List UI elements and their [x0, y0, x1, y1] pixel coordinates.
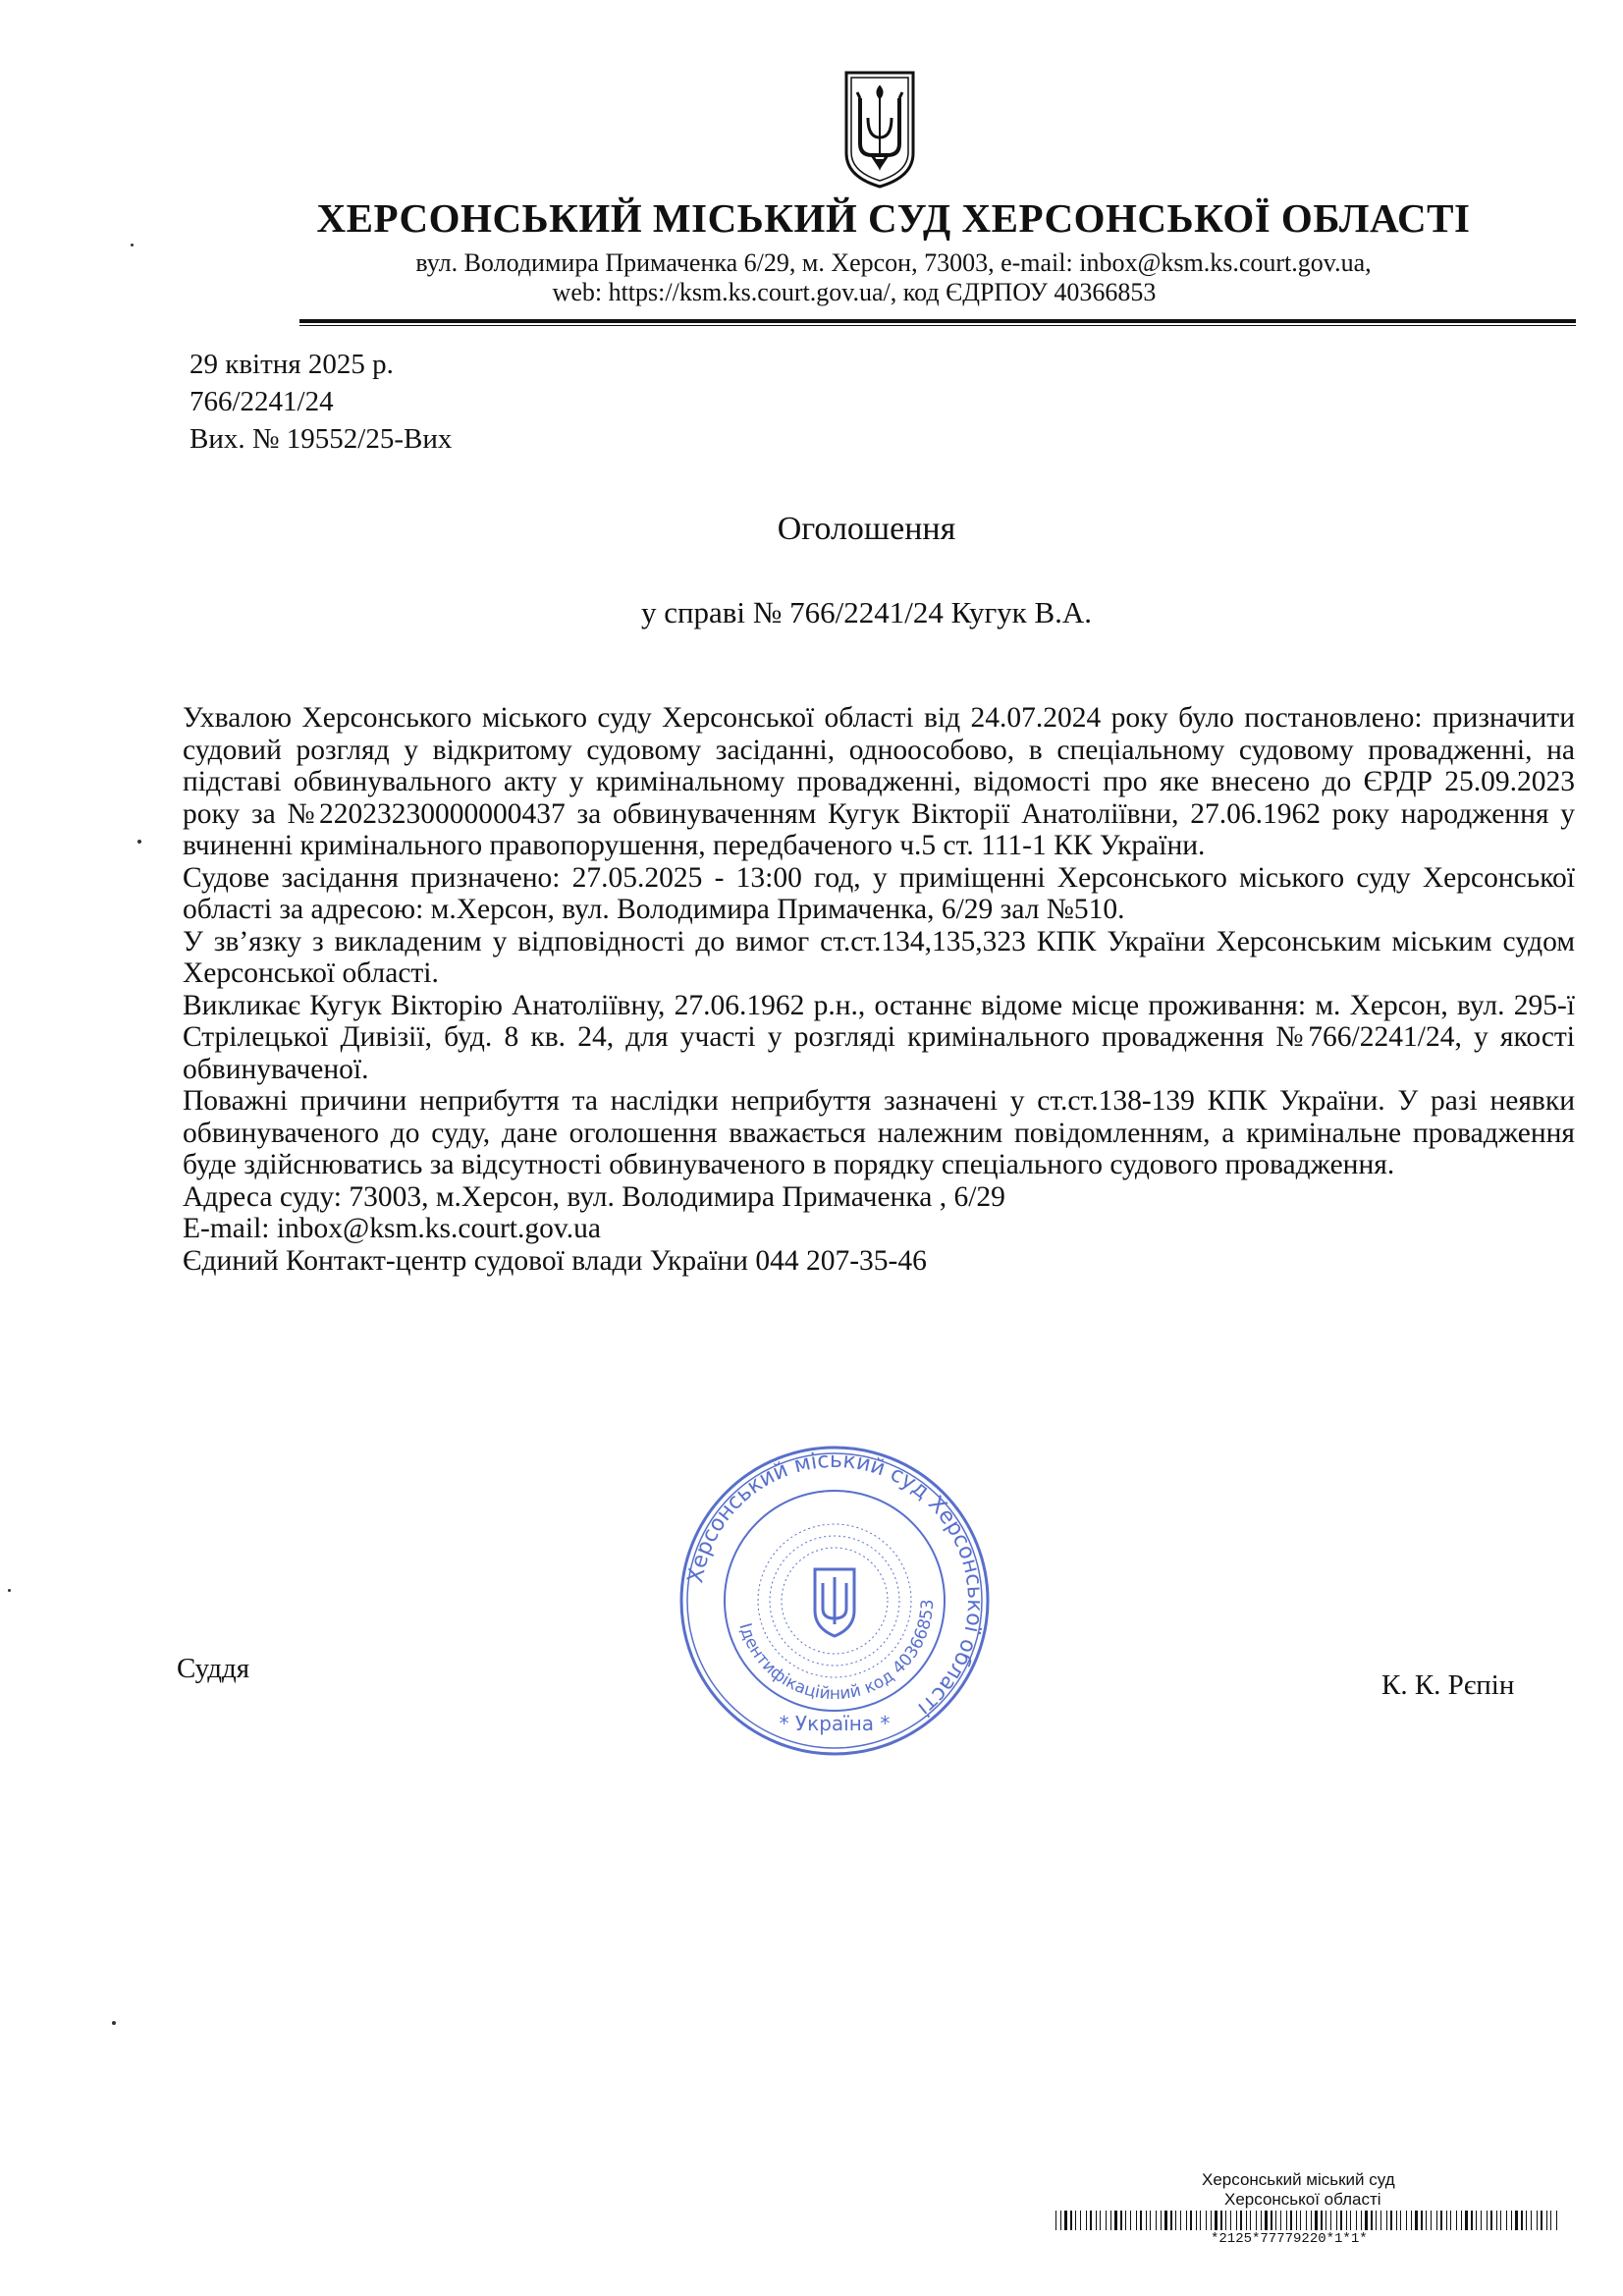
barcode-bar — [1240, 2211, 1242, 2230]
barcode-bar — [1350, 2211, 1351, 2230]
barcode-bar — [1275, 2211, 1276, 2230]
barcode-bar — [1526, 2211, 1527, 2230]
barcode-bar — [1531, 2211, 1532, 2230]
barcode-bar — [1120, 2211, 1122, 2230]
scan-speck — [112, 2021, 116, 2025]
document-subtitle: у справі № 766/2241/24 Кугук В.А. — [640, 595, 1093, 629]
barcode-bar — [1396, 2211, 1397, 2230]
document-date: 29 квітня 2025 р. — [189, 349, 394, 380]
seal-inner-text: Ідентифікаційний код 40366853 — [734, 1599, 939, 1705]
barcode-bar — [1311, 2211, 1312, 2230]
barcode-bar — [1156, 2211, 1157, 2230]
barcode-bar — [1415, 2211, 1418, 2230]
barcode-bar — [1090, 2211, 1092, 2230]
tryzub-coat-of-arms-icon — [842, 69, 917, 191]
barcode-bar — [1521, 2211, 1523, 2230]
barcode-bar — [1440, 2211, 1442, 2230]
case-number: 766/2241/24 — [189, 386, 334, 417]
barcode-text: *2125*77779220*1*1* — [1211, 2231, 1368, 2247]
contact-center: Єдиний Контакт-центр судової влади України 044 207-35-46 — [183, 1244, 927, 1277]
barcode-bar — [1330, 2211, 1331, 2230]
barcode-bar — [1406, 2211, 1407, 2230]
barcode-bar — [1180, 2211, 1181, 2230]
barcode-bar — [1256, 2211, 1257, 2230]
barcode-bar — [1070, 2211, 1072, 2230]
legal-basis-paragraph: У зв’язку з викладеним у відповідності до вимог ст.ст.134,135,323 КПК України Херсонським міським судом Херсонської області. — [183, 925, 1575, 989]
consequences-paragraph: Поважні причини неприбуття та наслідки неприбуття зазначені у ст.ст.138-139 КПК України. У разі неявки обвинуваченого до суду, дане оголошення вважається належним повідомленням, а кримінальне провадження буде здійснюватись за відсутності обвинуваченого в порядку спеціального судового провадження. — [183, 1085, 1575, 1180]
court-web-line: web: https://ksm.ks.court.gov.ua/, код ЄДРПОУ 40366853 — [552, 278, 1157, 306]
barcode-bar — [1271, 2211, 1272, 2230]
barcode-bar — [1246, 2211, 1247, 2230]
court-address: Адреса суду: 73003, м.Херсон, вул. Володимира Примаченка , 6/29 — [183, 1180, 1005, 1213]
barcode-bar — [1487, 2211, 1488, 2230]
barcode-bar — [1450, 2211, 1451, 2230]
barcode-bar — [1261, 2211, 1262, 2230]
barcode-bar — [1461, 2211, 1462, 2230]
barcode-bar — [1300, 2211, 1301, 2230]
barcode-bar — [1541, 2211, 1542, 2230]
barcode-bar — [1490, 2211, 1492, 2230]
barcode-bar — [1096, 2211, 1097, 2230]
barcode-bar — [1390, 2211, 1392, 2230]
barcode-bar — [1140, 2211, 1142, 2230]
svg-text:Ідентифікаційний код 40366853 — [734, 1599, 938, 1704]
barcode-bar — [1386, 2211, 1387, 2230]
barcode-bar — [1086, 2211, 1087, 2230]
barcode-bar — [1286, 2211, 1287, 2230]
barcode-bar — [1250, 2211, 1251, 2230]
barcode-bar — [1100, 2211, 1101, 2230]
barcode-bar — [1481, 2211, 1482, 2230]
barcode-bar — [1340, 2211, 1342, 2230]
barcode-bar — [1125, 2211, 1126, 2230]
barcode-bar — [1411, 2211, 1412, 2230]
barcode-bar — [1060, 2211, 1061, 2230]
seal-bottom-text: * Україна * — [779, 1712, 891, 1735]
barcode-bar — [1371, 2211, 1373, 2230]
barcode-bar — [1064, 2211, 1067, 2230]
outgoing-number: Вих. № 19552/25-Вих — [189, 423, 453, 455]
ruling-paragraph: Ухвалою Херсонського міського суду Херсонської області від 24.07.2024 року було постановлено: призначити судовий розгляд у відкритому судовому засіданні, одноособово, в спеціальному судовому провадженні, на підставі обвинувального акту у кримінальному провадженні, відомості про яке внесено до ЄРДР 25.09.2023 року за №22023230000000437 за обвинуваченням Кугук Вікторії Анатоліївни, 27.06.1962 року народження у вчиненні кримінального правопорушення, передбаченого ч.5 ст. 111-1 КК України. — [183, 702, 1575, 861]
barcode-bar — [1075, 2211, 1076, 2230]
barcode-icon — [1055, 2211, 1561, 2230]
barcode-bar — [1130, 2211, 1131, 2230]
court-seal-stamp-icon — [677, 1444, 992, 1758]
barcode-bar — [1114, 2211, 1117, 2230]
seal-outer-text: Херсонський міський суд Херсонської області — [683, 1448, 988, 1722]
barcode-bar — [1170, 2211, 1172, 2230]
barcode-bar — [1546, 2211, 1547, 2230]
barcode-bar — [1200, 2211, 1201, 2230]
barcode-bar — [1225, 2211, 1226, 2230]
announcement-body — [183, 702, 1575, 1277]
barcode-bar — [1161, 2211, 1162, 2230]
barcode-bar — [1376, 2211, 1377, 2230]
scan-speck — [8, 1589, 11, 1592]
barcode-bar — [1500, 2211, 1501, 2230]
barcode-bar — [1110, 2211, 1111, 2230]
barcode-bar — [1496, 2211, 1497, 2230]
judge-role-label: Суддя — [177, 1653, 250, 1684]
barcode-bar — [1365, 2211, 1368, 2230]
barcode-bar — [1306, 2211, 1307, 2230]
barcode-bar — [1446, 2211, 1447, 2230]
scan-speck — [131, 244, 134, 246]
barcode-bar — [1556, 2211, 1557, 2230]
barcode-bar — [1164, 2211, 1167, 2230]
letterhead-divider-thin — [299, 325, 1576, 326]
letterhead-divider — [299, 319, 1576, 323]
court-address-line: вул. Володимира Примаченка 6/29, м. Херсон, 73003, e-mail: inbox@ksm.ks.court.gov.ua, — [415, 248, 1372, 277]
barcode-bar — [1380, 2211, 1381, 2230]
barcode-bar — [1206, 2211, 1207, 2230]
barcode-bar — [1426, 2211, 1427, 2230]
barcode-bar — [1511, 2211, 1512, 2230]
barcode-bar — [1325, 2211, 1326, 2230]
barcode-bar — [1476, 2211, 1477, 2230]
barcode-bar — [1230, 2211, 1231, 2230]
barcode-bar — [1055, 2211, 1056, 2230]
court-name: ХЕРСОНСЬКИЙ МІСЬКИЙ СУД ХЕРСОНСЬКОЇ ОБЛАСТІ — [316, 195, 1471, 241]
barcode-bar — [1436, 2211, 1437, 2230]
hearing-paragraph: Судове засідання призначено: 27.05.2025 - 13:00 год, у приміщенні Херсонського міського суду Херсонської області за адресою: м.Херсон, вул. Володимира Примаченка, 6/29 зал №510. — [183, 861, 1575, 925]
barcode-bar — [1421, 2211, 1423, 2230]
barcode-bar — [1236, 2211, 1237, 2230]
summons-paragraph: Викликає Кугук Вікторію Анатоліївну, 27.06.1962 р.н., останнє відоме місце проживання: м. Херсон, вул. 295-ї Стрілецької Дивізії, буд. 8 кв. 24, для участі у розгляді кримінального провадження №766/2241/24, у якості обвинуваченої. — [183, 989, 1575, 1085]
barcode-bar — [1106, 2211, 1107, 2230]
barcode-bar — [1211, 2211, 1212, 2230]
footer-court-region: Херсонської області — [1224, 2190, 1381, 2209]
barcode-bar — [1431, 2211, 1432, 2230]
barcode-bar — [1515, 2211, 1518, 2230]
barcode-bar — [1196, 2211, 1197, 2230]
barcode-bar — [1215, 2211, 1217, 2230]
barcode-bar — [1186, 2211, 1187, 2230]
barcode-bar — [1537, 2211, 1538, 2230]
barcode-bar — [1190, 2211, 1192, 2230]
barcode-bar — [1361, 2211, 1362, 2230]
barcode-bar — [1136, 2211, 1137, 2230]
court-email: E-mail: inbox@ksm.ks.court.gov.ua — [183, 1213, 601, 1244]
footer-court-name: Херсонський міський суд — [1202, 2170, 1395, 2189]
barcode-bar — [1506, 2211, 1507, 2230]
barcode-bar — [1315, 2211, 1318, 2230]
judge-name: К. К. Рєпін — [1381, 1669, 1515, 1701]
barcode-bar — [1080, 2211, 1081, 2230]
barcode-bar — [1150, 2211, 1151, 2230]
barcode-bar — [1265, 2211, 1268, 2230]
barcode-bar — [1356, 2211, 1357, 2230]
barcode-bar — [1175, 2211, 1176, 2230]
barcode-bar — [1550, 2211, 1551, 2230]
barcode-bar — [1321, 2211, 1323, 2230]
barcode-bar — [1400, 2211, 1401, 2230]
barcode-bar — [1336, 2211, 1337, 2230]
barcode-bar — [1296, 2211, 1297, 2230]
barcode-bar — [1465, 2211, 1468, 2230]
document-title: Оголошення — [777, 511, 956, 547]
barcode-bar — [1220, 2211, 1222, 2230]
scan-speck — [137, 840, 141, 844]
barcode-bar — [1280, 2211, 1281, 2230]
barcode-bar — [1471, 2211, 1473, 2230]
barcode-bar — [1456, 2211, 1457, 2230]
barcode-bar — [1146, 2211, 1147, 2230]
barcode-bar — [1290, 2211, 1292, 2230]
barcode-bar — [1346, 2211, 1347, 2230]
